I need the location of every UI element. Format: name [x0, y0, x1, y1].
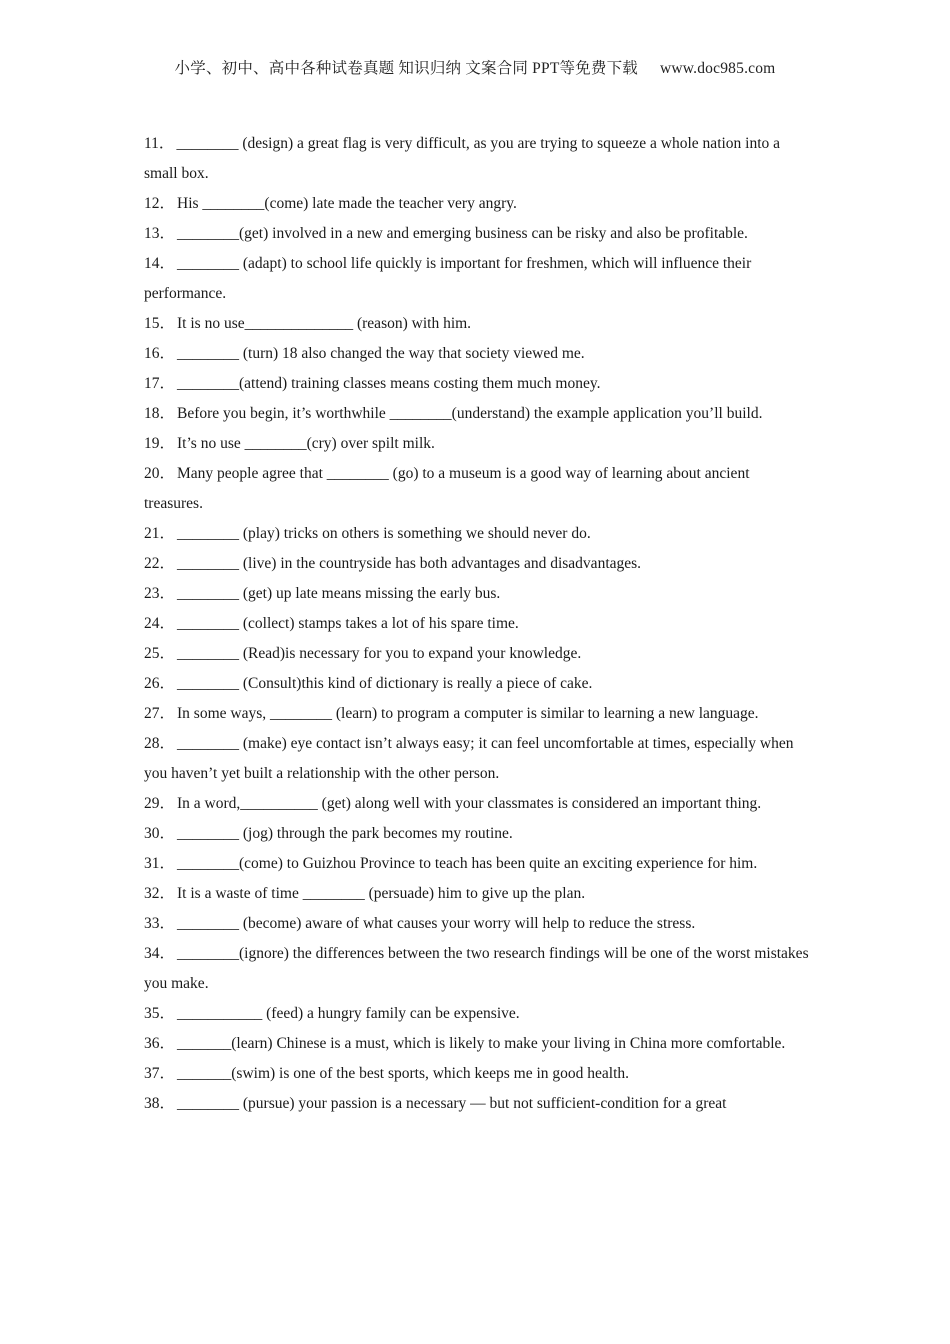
question-text: ________ (pursue) your passion is a necessary — but not sufficient-condition for a great [177, 1095, 727, 1112]
question-item [144, 699, 812, 729]
question-text: ________(come) to Guizhou Province to teach has been quite an exciting experience for him. [177, 855, 758, 872]
question-number: 26． [144, 675, 176, 692]
question-item [144, 819, 812, 849]
question-number: 19． [144, 435, 176, 452]
question-item [144, 1089, 812, 1119]
header-site-link[interactable]: www.doc985.com [659, 60, 776, 77]
question-item [144, 999, 812, 1029]
question-number: 38． [144, 1095, 176, 1112]
question-text: _______(swim) is one of the best sports, which keeps me in good health. [177, 1065, 630, 1082]
question-number: 20． [144, 465, 176, 482]
question-text: ________ (collect) stamps takes a lot of his spare time. [177, 615, 519, 632]
question-number: 15． [144, 315, 176, 332]
question-number: 35． [144, 1005, 176, 1022]
question-number: 16． [144, 345, 176, 362]
question-item [144, 669, 812, 699]
question-item [144, 399, 812, 429]
question-text: ________ (make) eye contact isn’t always easy; it can feel uncomfortable at times, especially when you haven’t yet built a relationship with the other person. [144, 735, 794, 782]
question-item [144, 219, 812, 249]
question-item [144, 129, 812, 189]
question-item [144, 249, 812, 309]
question-number: 21． [144, 525, 176, 542]
header-categories: 小学、初中、高中各种试卷真题 知识归纳 文案合同 PPT等免费下载 [174, 60, 638, 77]
question-item [144, 1029, 812, 1059]
question-text: ________(get) involved in a new and emerging business can be risky and also be profitable. [177, 225, 748, 242]
question-text: It is no use______________ (reason) with him. [177, 315, 472, 332]
question-number: 24． [144, 615, 176, 632]
question-number: 13． [144, 225, 176, 242]
question-number: 11． [144, 135, 175, 152]
question-item [144, 549, 812, 579]
question-text: ________ (get) up late means missing the early bus. [177, 585, 501, 602]
question-text: ________ (jog) through the park becomes my routine. [177, 825, 513, 842]
question-item [144, 789, 812, 819]
question-text: ________ (adapt) to school life quickly is important for freshmen, which will influence their performance. [144, 255, 752, 302]
question-number: 23． [144, 585, 176, 602]
question-item [144, 429, 812, 459]
question-item [144, 609, 812, 639]
question-number: 22． [144, 555, 176, 572]
question-item [144, 309, 812, 339]
question-item [144, 339, 812, 369]
question-text: ________ (design) a great flag is very difficult, as you are trying to squeeze a whole nation into a small box. [144, 135, 781, 182]
question-text: ________ (become) aware of what causes your worry will help to reduce the stress. [177, 915, 696, 932]
question-text: ________ (play) tricks on others is something we should never do. [177, 525, 591, 542]
question-text: It is a waste of time ________ (persuade) him to give up the plan. [177, 885, 586, 902]
question-item [144, 879, 812, 909]
question-list [144, 129, 812, 1119]
question-text: In a word,__________ (get) along well with your classmates is considered an important thing. [177, 795, 762, 812]
question-text: ________ (turn) 18 also changed the way that society viewed me. [177, 345, 585, 362]
question-text: ________ (live) in the countryside has both advantages and disadvantages. [177, 555, 642, 572]
question-item [144, 579, 812, 609]
question-item [144, 939, 812, 999]
question-number: 17． [144, 375, 176, 392]
question-number: 33． [144, 915, 176, 932]
question-item [144, 729, 812, 789]
question-number: 27． [144, 705, 176, 722]
question-number: 18． [144, 405, 176, 422]
question-text: In some ways, ________ (learn) to program a computer is similar to learning a new language. [177, 705, 759, 722]
question-number: 30． [144, 825, 176, 842]
question-text: ________(attend) training classes means costing them much money. [177, 375, 601, 392]
question-item [144, 1059, 812, 1089]
question-number: 31． [144, 855, 176, 872]
question-text: _______(learn) Chinese is a must, which is likely to make your living in China more comfortable. [177, 1035, 786, 1052]
question-number: 32． [144, 885, 176, 902]
question-number: 28． [144, 735, 176, 752]
question-number: 25． [144, 645, 176, 662]
question-text: ________(ignore) the differences between the two research findings will be one of the worst mistakes you make. [144, 945, 809, 992]
question-number: 12． [144, 195, 176, 212]
question-number: 29． [144, 795, 176, 812]
question-text: It’s no use ________(cry) over spilt milk. [177, 435, 435, 452]
question-text: Many people agree that ________ (go) to a museum is a good way of learning about ancient treasures. [144, 465, 750, 512]
question-item [144, 639, 812, 669]
question-item [144, 849, 812, 879]
question-text: Before you begin, it’s worthwhile ________(understand) the example application you’ll build. [177, 405, 763, 422]
question-text: ________ (Read)is necessary for you to expand your knowledge. [177, 645, 582, 662]
question-text: His ________(come) late made the teacher very angry. [177, 195, 517, 212]
question-item [144, 369, 812, 399]
question-number: 34． [144, 945, 176, 962]
question-text: ___________ (feed) a hungry family can be expensive. [177, 1005, 520, 1022]
question-item [144, 519, 812, 549]
page-header [0, 56, 950, 78]
question-text: ________ (Consult)this kind of dictionary is really a piece of cake. [177, 675, 593, 692]
question-number: 36． [144, 1035, 176, 1052]
question-number: 14． [144, 255, 176, 272]
question-item [144, 909, 812, 939]
question-item [144, 459, 812, 519]
question-item [144, 189, 812, 219]
question-number: 37． [144, 1065, 176, 1082]
